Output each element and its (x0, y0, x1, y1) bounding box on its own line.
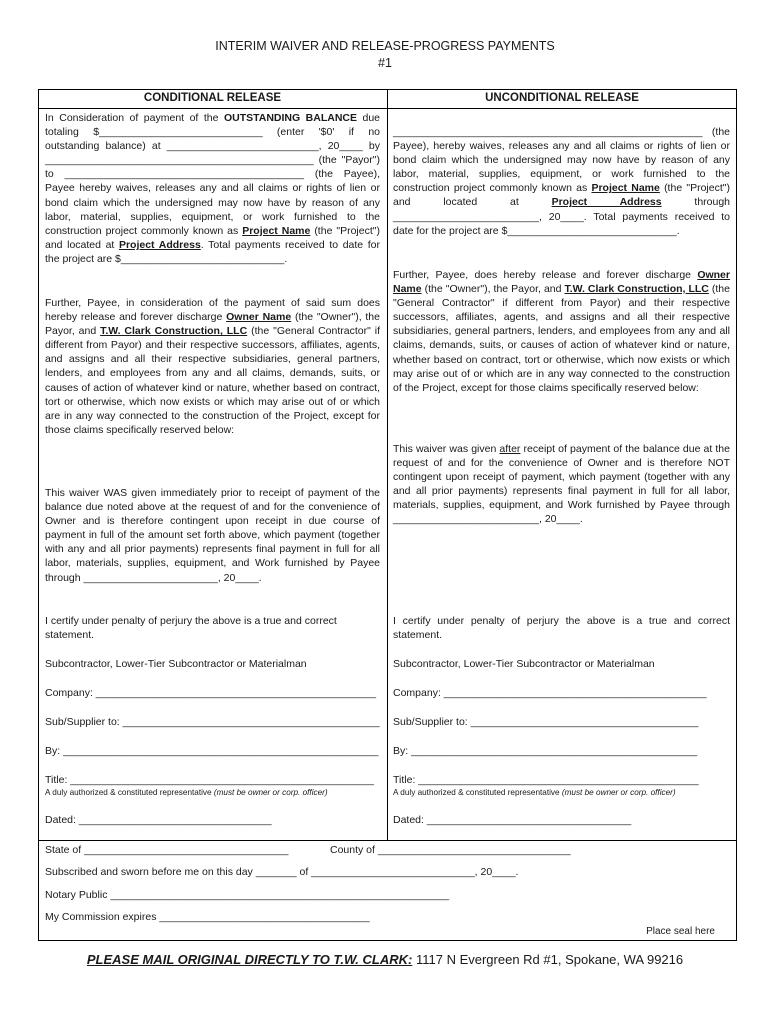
conditional-by-field[interactable]: By: ______________________________________________________ (45, 745, 379, 757)
conditional-representative-note: A duly authorized & constituted representative (must be owner or corp. officer) (45, 788, 328, 797)
unconditional-company-field[interactable]: Company: _____________________________________________ (393, 687, 707, 699)
notary-county-field[interactable]: County of _________________________________ (330, 844, 571, 856)
unconditional-payment-paragraph: This waiver was given after receipt of payment of the balance due at the request of and for the convenience of Owner and is therefore NOT contingent upon receipt of payment, which payment (together with any and all prior payments) represents final payment in full for all labor, materials, supplies, equipment, and Work furnished by Payee through _________________________, 20____. (393, 443, 730, 526)
conditional-subcontractor-label: Subcontractor, Lower-Tier Subcontractor or Materialman (45, 658, 307, 670)
unconditional-representative-note: A duly authorized & constituted representative (must be owner or corp. officer) (393, 788, 676, 797)
conditional-supplier-field[interactable]: Sub/Supplier to: ____________________________________________ (45, 716, 380, 728)
conditional-consideration-paragraph: In Consideration of payment of the OUTSTANDING BALANCE due totaling $____________________________ (enter '$0' if no outstanding balance) at __________________________, 20____ by ______________________________________________ (the "Payor") to _________________________________________ (the Payee), Payee hereby waives, releases any and all claims or rights of lien or bond claim which the undersigned may now have by reason of any labor, material, supplies, equipment, or work furnished to the construction project commonly known as Project Name (the "Project") and located at Project Address. Total payments received to date for the project are $____________________________. (45, 112, 381, 265)
unconditional-subcontractor-label: Subcontractor, Lower-Tier Subcontractor or Materialman (393, 658, 655, 670)
notary-sworn-line[interactable]: Subscribed and sworn before me on this day _______ of ____________________________, 20____. (45, 866, 519, 878)
unconditional-title-field[interactable]: Title: ________________________________________________ (393, 774, 699, 786)
mailing-address: 1117 N Evergreen Rd #1, Spokane, WA 99216 (412, 952, 684, 967)
notary-public-field[interactable]: Notary Public __________________________________________________________ (45, 889, 450, 901)
unconditional-discharge-paragraph: Further, Payee, does hereby release and forever discharge Owner Name (the "Owner"), the Payor, and T.W. Clark Construction, LLC (the "General Contractor" if different from Payor) and their respective successors, affiliates, agents, and assigns and all their respective subsidiaries, general partners, lenders, and employees from any and all claims, demands, suits, or causes of action of whatever kind or nature, whether based on contract, tort or otherwise, which now exists or which may arise out of or which are in any way connected to the construction of the Project, except for those claims specifically reserved below: (393, 269, 730, 394)
unconditional-supplier-field[interactable]: Sub/Supplier to: _______________________________________ (393, 716, 699, 728)
conditional-contingency-paragraph: This waiver WAS given immediately prior to receipt of payment of the balance due noted above at the request of and for the convenience of Owner and is therefore contingent upon receipt in due course of payment in full of the amount set forth above, which payment (together with any and all prior payments) represents final payment in full for all labor, materials, supplies, equipment, and Work furnished by Payee through _______________________, 20____. (45, 487, 380, 584)
notary-divider (38, 840, 737, 841)
conditional-certify-statement: I certify under penalty of perjury the above is a true and correct statement. (45, 615, 337, 642)
unconditional-waiver-paragraph: _____________________________________________________ (the Payee), hereby waives, releases any and all claims or rights of lien or bond claim which the undersigned may now have by reason of any labor, material, supplies, equipment, or work furnished to the construction project commonly known as Project Name (the "Project") and located at Project Address through _________________________, 20____. Total payments received to date for the project are $_____________________________. (393, 126, 731, 237)
conditional-release-heading: CONDITIONAL RELEASE (143, 92, 282, 104)
conditional-dated-field[interactable]: Dated: _________________________________ (45, 814, 272, 826)
notary-state-field[interactable]: State of ___________________________________ (45, 844, 289, 856)
unconditional-dated-field[interactable]: Dated: ___________________________________ (393, 814, 632, 826)
conditional-title-field[interactable]: Title: ____________________________________________________ (45, 774, 374, 786)
mail-instruction-label: PLEASE MAIL ORIGINAL DIRECTLY TO T.W. CLARK: (86, 952, 413, 967)
header-divider (38, 108, 737, 109)
conditional-company-field[interactable]: Company: ________________________________________________ (45, 687, 377, 699)
form-number: #1 (378, 56, 392, 70)
conditional-discharge-paragraph: Further, Payee, in consideration of the payment of said sum does hereby release and forever discharge Owner Name (the "Owner"), the Payor, and T.W. Clark Construction, LLC (the "General Contractor" if different from Payor) and their respective successors, affiliates, agents, and assigns and all their respective subsidiaries, general partners, lenders, and employees from any and all claims, demands, suits, or causes of action of whatever kind or nature, whether based on contract, tort or otherwise, which now exists or which may arise out of or which are in any way connected to the construction of the Project, except for those claims specifically reserved below: (45, 297, 381, 436)
unconditional-release-heading: UNCONDITIONAL RELEASE (485, 92, 639, 104)
form-title: INTERIM WAIVER AND RELEASE-PROGRESS PAYMENTS (215, 39, 555, 53)
unconditional-certify-statement: I certify under penalty of perjury the above is a true and correct statement. (393, 615, 730, 642)
notary-seal-label: Place seal here (646, 926, 715, 937)
mailing-instructions (0, 952, 770, 967)
unconditional-by-field[interactable]: By: _________________________________________________ (393, 745, 698, 757)
column-divider (387, 89, 388, 841)
notary-commission-field[interactable]: My Commission expires ____________________________________ (45, 911, 370, 923)
